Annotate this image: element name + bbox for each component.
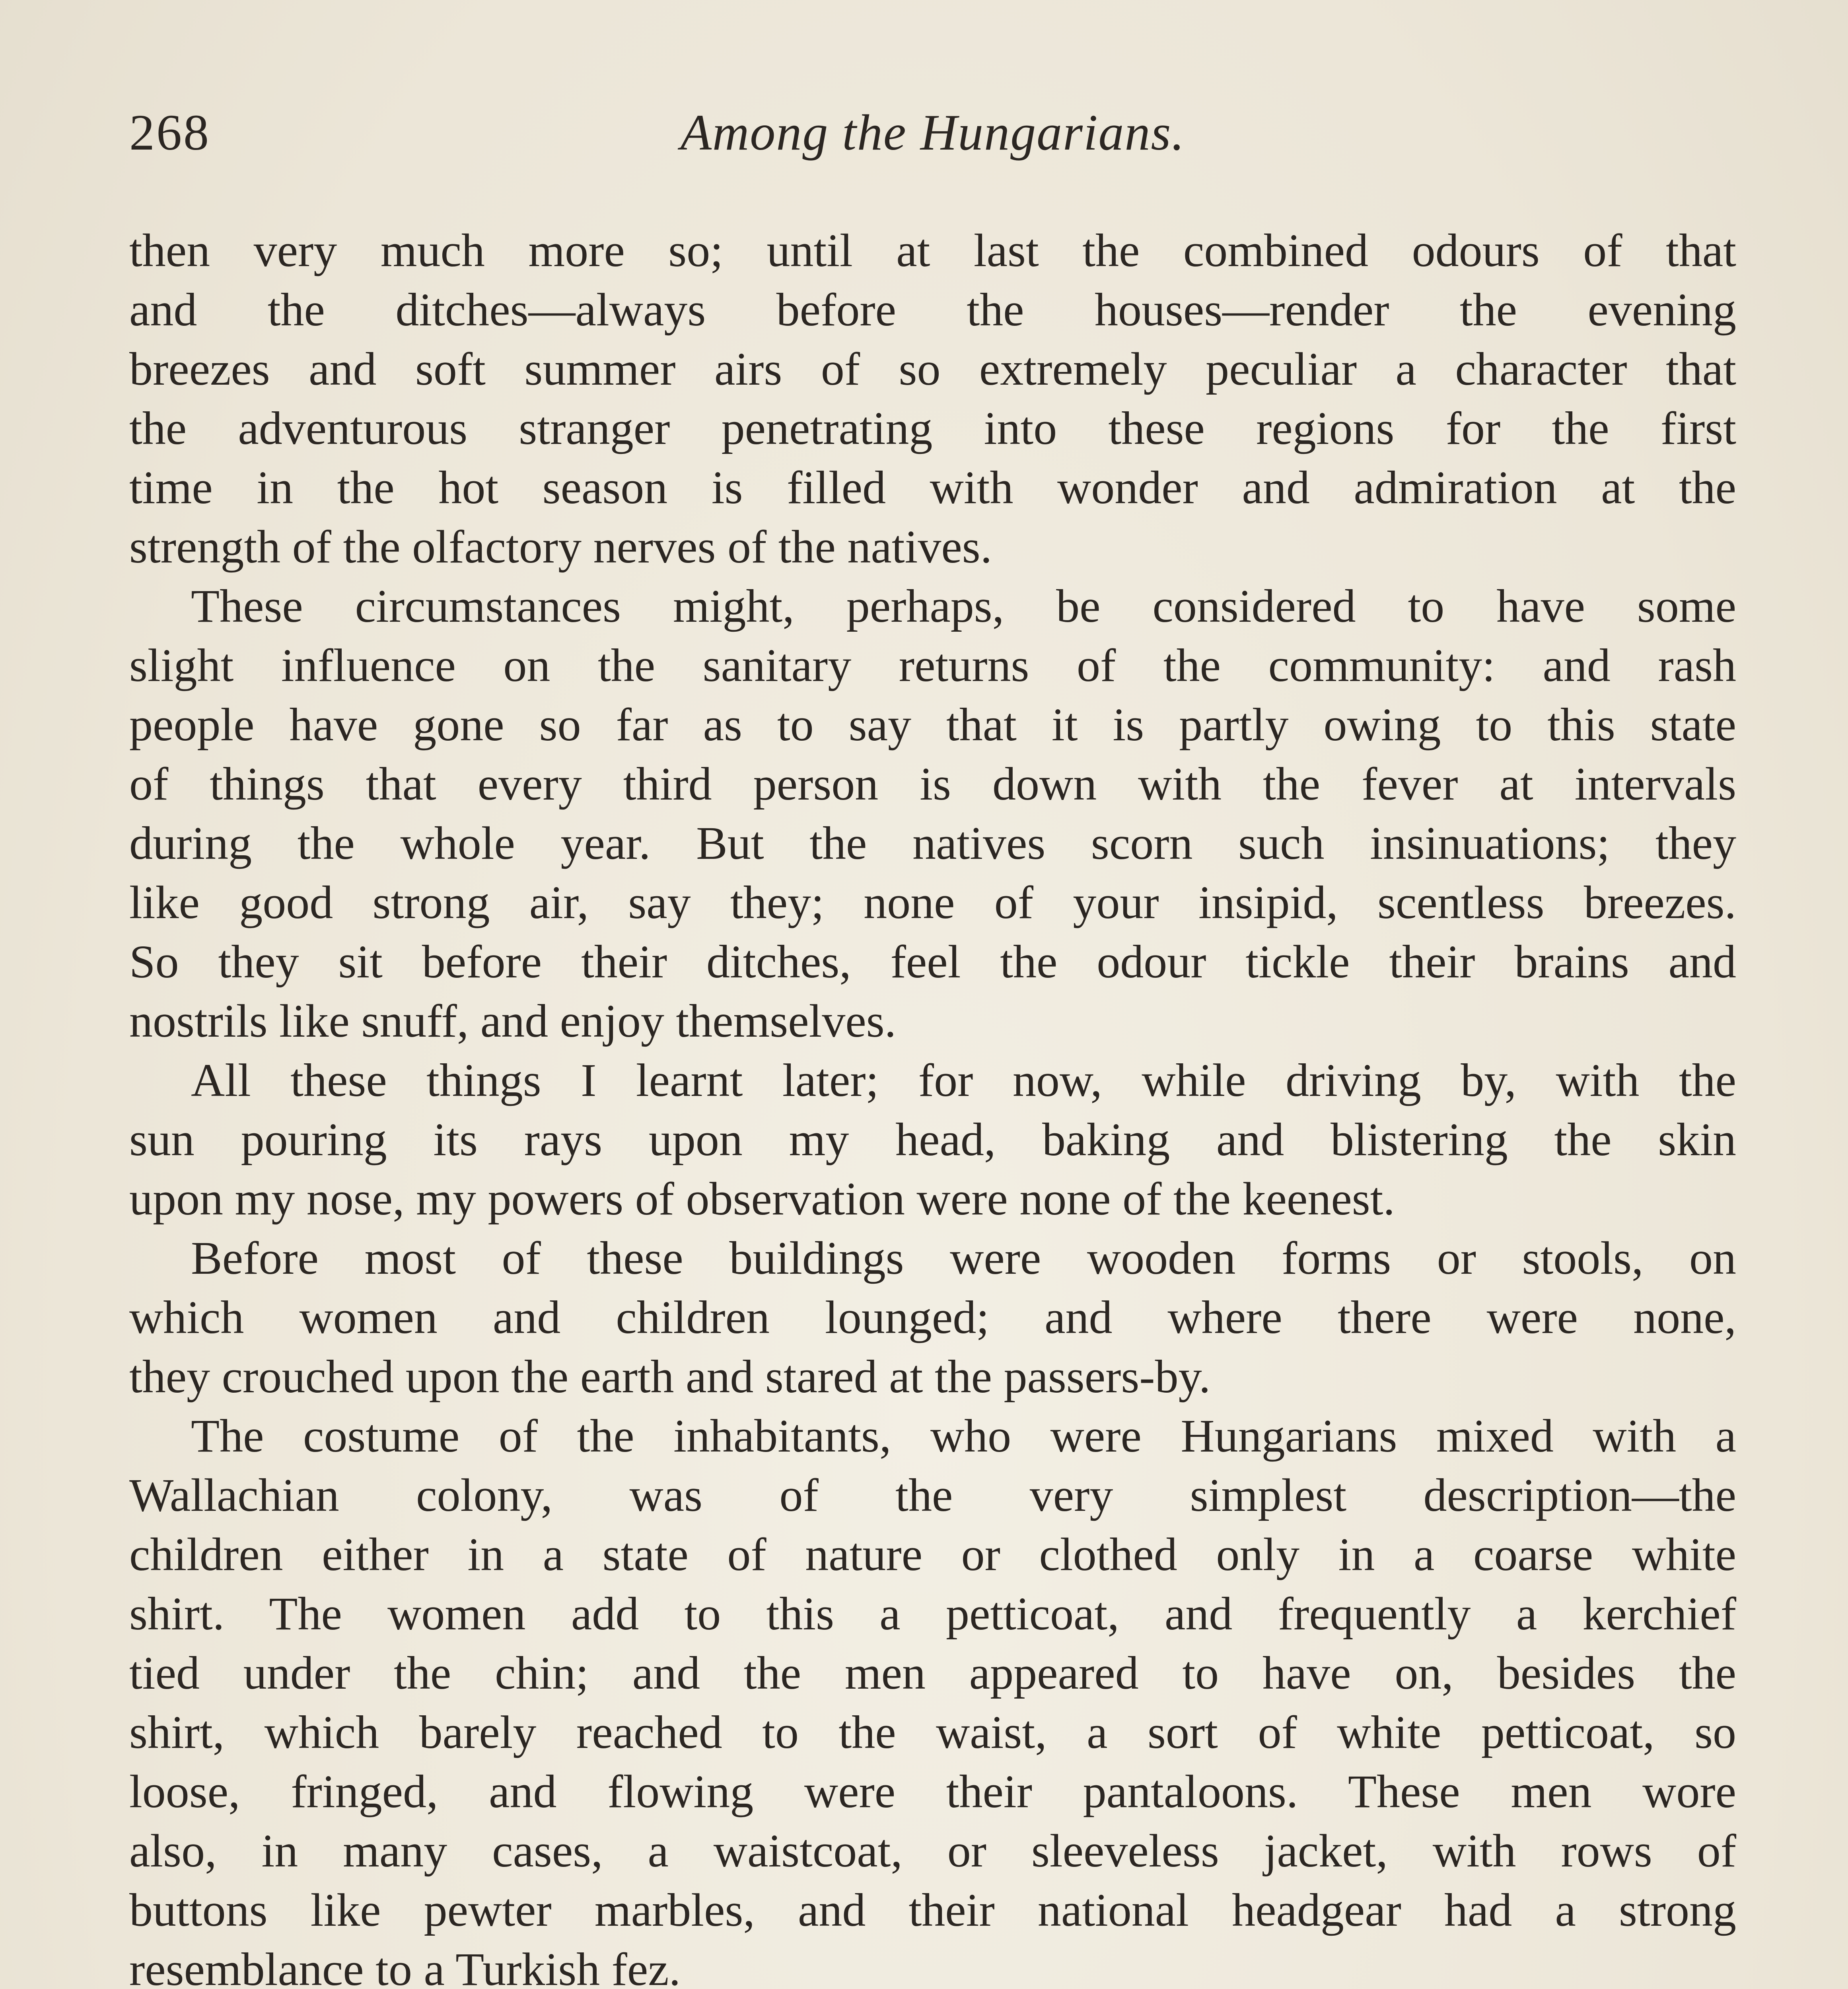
text-line: children either in a state of nature or clothed only in a coarse white bbox=[129, 1528, 1736, 1580]
text-line: upon my nose, my powers of observation were none of the keenest. bbox=[129, 1173, 1395, 1225]
text-line: Wallachian colony, was of the very simplest description—the bbox=[129, 1469, 1736, 1521]
text-line: and the ditches—always before the houses—render the evening bbox=[129, 284, 1736, 336]
text-line: which women and children lounged; and where there were none, bbox=[129, 1291, 1736, 1343]
text-line: So they sit before their ditches, feel the odour tickle their brains and bbox=[129, 936, 1736, 988]
text-line: of things that every third person is down with the fever at intervals bbox=[129, 758, 1736, 810]
text-line: like good strong air, say they; none of your insipid, scentless breezes. bbox=[129, 876, 1736, 928]
text-line: during the whole year. But the natives scorn such insinuations; they bbox=[129, 817, 1736, 869]
text-line: shirt. The women add to this a petticoat, and frequently a kerchief bbox=[129, 1588, 1736, 1640]
text-line: then very much more so; until at last the combined odours of that bbox=[129, 224, 1736, 276]
text-line: resemblance to a Turkish fez. bbox=[129, 1943, 681, 1989]
text-line: buttons like pewter marbles, and their national headgear had a strong bbox=[129, 1884, 1736, 1936]
text-line: the adventurous stranger penetrating into these regions for the first bbox=[129, 402, 1736, 454]
text-line: also, in many cases, a waistcoat, or sleeveless jacket, with rows of bbox=[129, 1825, 1736, 1877]
page-number: 268 bbox=[129, 104, 210, 161]
text-line: All these things I learnt later; for now, while driving by, with the bbox=[191, 1054, 1736, 1106]
text-line: Before most of these buildings were wooden forms or stools, on bbox=[191, 1232, 1736, 1284]
running-head bbox=[129, 103, 1736, 167]
text-line: The costume of the inhabitants, who were Hungarians mixed with a bbox=[191, 1410, 1736, 1462]
text-line: shirt, which barely reached to the waist, a sort of white petticoat, so bbox=[129, 1706, 1736, 1758]
text-line: time in the hot season is filled with wonder and admiration at the bbox=[129, 461, 1736, 514]
text-line: loose, fringed, and flowing were their pantaloons. These men wore bbox=[129, 1765, 1736, 1818]
text-line: people have gone so far as to say that it is partly owing to this state bbox=[129, 699, 1736, 751]
text-line: These circumstances might, perhaps, be considered to have some bbox=[191, 580, 1736, 632]
text-line: nostrils like snuff, and enjoy themselves. bbox=[129, 995, 897, 1047]
text-line: they crouched upon the earth and stared at the passers-by. bbox=[129, 1351, 1211, 1403]
text-line: sun pouring its rays upon my head, baking and blistering the skin bbox=[129, 1113, 1736, 1166]
text-line: breezes and soft summer airs of so extremely peculiar a character that bbox=[129, 343, 1736, 395]
body-text bbox=[129, 221, 1736, 1989]
text-line: strength of the olfactory nerves of the natives. bbox=[129, 521, 992, 573]
text-line: slight influence on the sanitary returns of the community: and rash bbox=[129, 639, 1736, 691]
text-line: tied under the chin; and the men appeared to have on, besides the bbox=[129, 1647, 1736, 1699]
running-title: Among the Hungarians. bbox=[680, 104, 1185, 161]
